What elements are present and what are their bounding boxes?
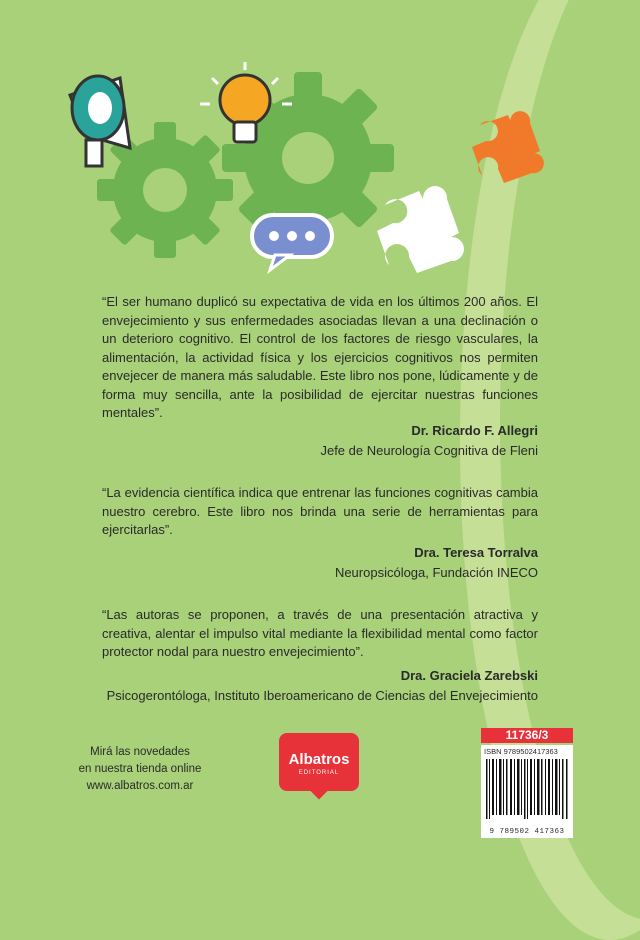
publisher-sub: EDITORIAL	[298, 770, 340, 776]
quote-text: “El ser humano duplicó su expectativa de vida en los últimos 200 años. El envejecimiento y sus enfermedades asociadas llevan a una declinación o un deterioro cognitivo. El control de los factores de riesgo vasculares, la alimentación, la actividad física y los ejercicios cognitivos nos permiten envejecer de manera más saludable. Este libro nos pone, lúdicamente y de forma muy sencilla, ante la posibilidad de ejercitar nuestras funciones mentales”.	[102, 294, 538, 420]
author-name: Dr. Ricardo F. Allegri	[411, 423, 538, 438]
author-name: Dra. Teresa Torralva	[414, 545, 538, 560]
barcode-digits: 9 789502 417363	[489, 828, 565, 836]
store-line-2: en nuestra tienda online	[78, 763, 202, 775]
quote-attribution	[320, 423, 538, 458]
isbn-text: ISBN 9789502417363	[484, 747, 558, 756]
quote-attribution	[107, 668, 538, 703]
quote-text: “Las autoras se proponen, a través de una presentación atractiva y creativa, alentar el impulso vital mediante la flexibilidad mental como factor protector nodal para nuestro envejecimiento”.	[102, 607, 538, 659]
quote-text: “La evidencia científica indica que entrenar las funciones cognitivas cambia nuestro cerebro. Este libro nos brinda una serie de herramientas para ejercitarlas”.	[102, 485, 538, 537]
store-url[interactable]: www.albatros.com.ar	[86, 780, 194, 792]
publisher-logo	[279, 733, 359, 791]
author-role: Neuropsicóloga, Fundación INECO	[334, 565, 538, 580]
logo-notch	[311, 783, 328, 800]
online-store-note	[60, 744, 220, 795]
author-role: Jefe de Neurología Cognitiva de Fleni	[320, 443, 538, 458]
barcode-icon	[486, 759, 568, 819]
store-line-1: Mirá las novedades	[90, 746, 190, 758]
cover-illustration	[0, 0, 640, 290]
publisher-name: Albatros	[288, 751, 350, 768]
chat-bubble-icon	[252, 215, 332, 270]
author-role: Psicogerontóloga, Instituto Iberoamericano de Ciencias del Envejecimiento	[106, 688, 538, 703]
barcode-panel	[481, 745, 573, 838]
author-name: Dra. Graciela Zarebski	[400, 668, 538, 683]
product-code: 11736/3	[481, 728, 573, 743]
puzzle-piece-icon	[377, 186, 464, 273]
puzzle-piece-icon	[472, 111, 544, 183]
barcode-block	[481, 728, 573, 838]
quote-attribution	[335, 545, 538, 580]
